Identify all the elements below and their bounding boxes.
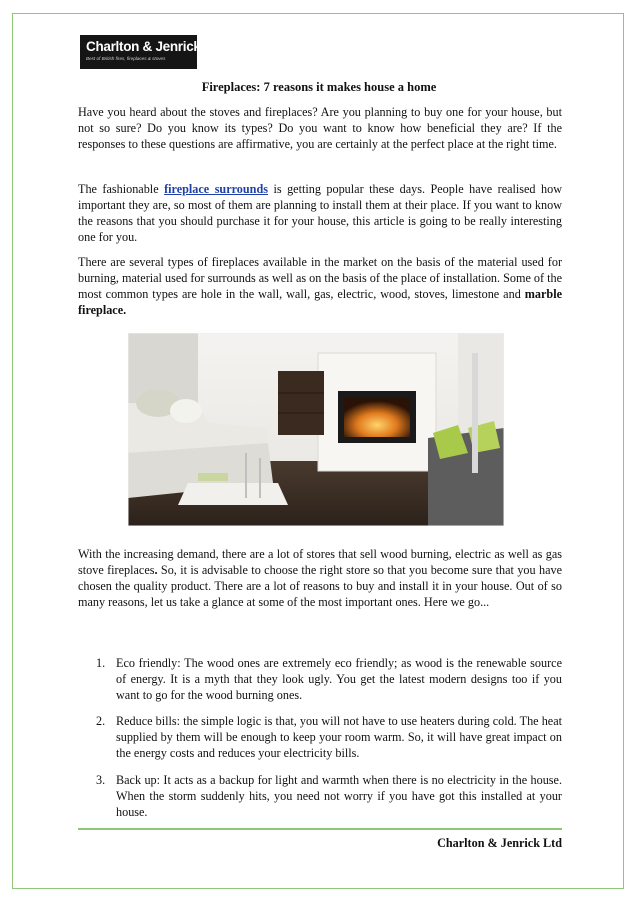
logo-tagline: Best of British fires, fireplaces & stoves [86,56,166,61]
list-item-text: Back up: It acts as a backup for light and warmth when there is no electricity in the house. When the storm suddenly hits, you need not worry if you have got this installed at your house. [116,773,562,819]
list-item-text: Eco friendly: The wood ones are extremely eco friendly; as wood is the renewable source of energy. It is a myth that they look ugly. You get the latest modern designs too if you want to go for the wood burning ones. [116,656,562,702]
intro-paragraph: Have you heard about the stoves and fireplaces? Are you planning to buy one for your house, but not so sure? Do you know its types? Do you want to know how beneficial they are? If the responses to these questions are affirmative, you are certainly at the perfect place at the right time. [78,105,562,151]
text: With the increasing demand, there are a lot of stores that sell wood burning, electric as well as gas stove fireplaces [78,547,562,577]
text: So, it is advisable to choose the right store so that you become sure that you have chosen the quality product. There are a lot of reasons to buy and install it in your house. Out of so many reasons, let us take a glance at some of the most important ones. Here we go... [78,563,563,609]
list-item [96,772,562,820]
footer-company-name: Charlton & Jenrick Ltd [437,836,562,850]
list-number: 1. [96,656,106,670]
text: There are several types of fireplaces available in the market on the basis of the material used for burning, material used for surrounds as well as on the basis of the place of installation. Some of the most common types are hole in the wall, wall, gas, electric, wood, stoves, limestone and [78,255,563,301]
list-item [96,713,562,761]
text: The fashionable [78,182,165,196]
living-room-fireplace-photo [128,333,504,526]
list-item [96,655,562,703]
surrounds-paragraph [78,181,562,245]
list-item-text: Reduce bills: the simple logic is that, you will not have to use heaters during cold. The heat supplied by them will be enough to keep your room warm. So, it will have great impact on the energy costs and reduces your electricity bills. [116,714,562,760]
types-paragraph [78,254,562,318]
demand-paragraph [78,546,562,610]
text: . [154,563,158,577]
marble-fireplace-text: marble fireplace. [78,287,562,317]
list-number: 3. [96,773,106,787]
footer-divider [78,828,562,830]
company-logo[interactable] [80,35,201,69]
logo-name: Charlton & Jenrick [86,39,201,54]
article-title: Fireplaces: 7 reasons it makes house a home [201,80,437,94]
fireplace-surrounds-link[interactable]: fireplace surrounds [164,182,268,196]
text: is getting popular these days. People have realised how important they are, so most of them are planning to install them at their place. If you want to know the reasons that you should purchase it for your house, this article is going to be really interesting one for you. [78,182,562,244]
list-number: 2. [96,714,106,728]
